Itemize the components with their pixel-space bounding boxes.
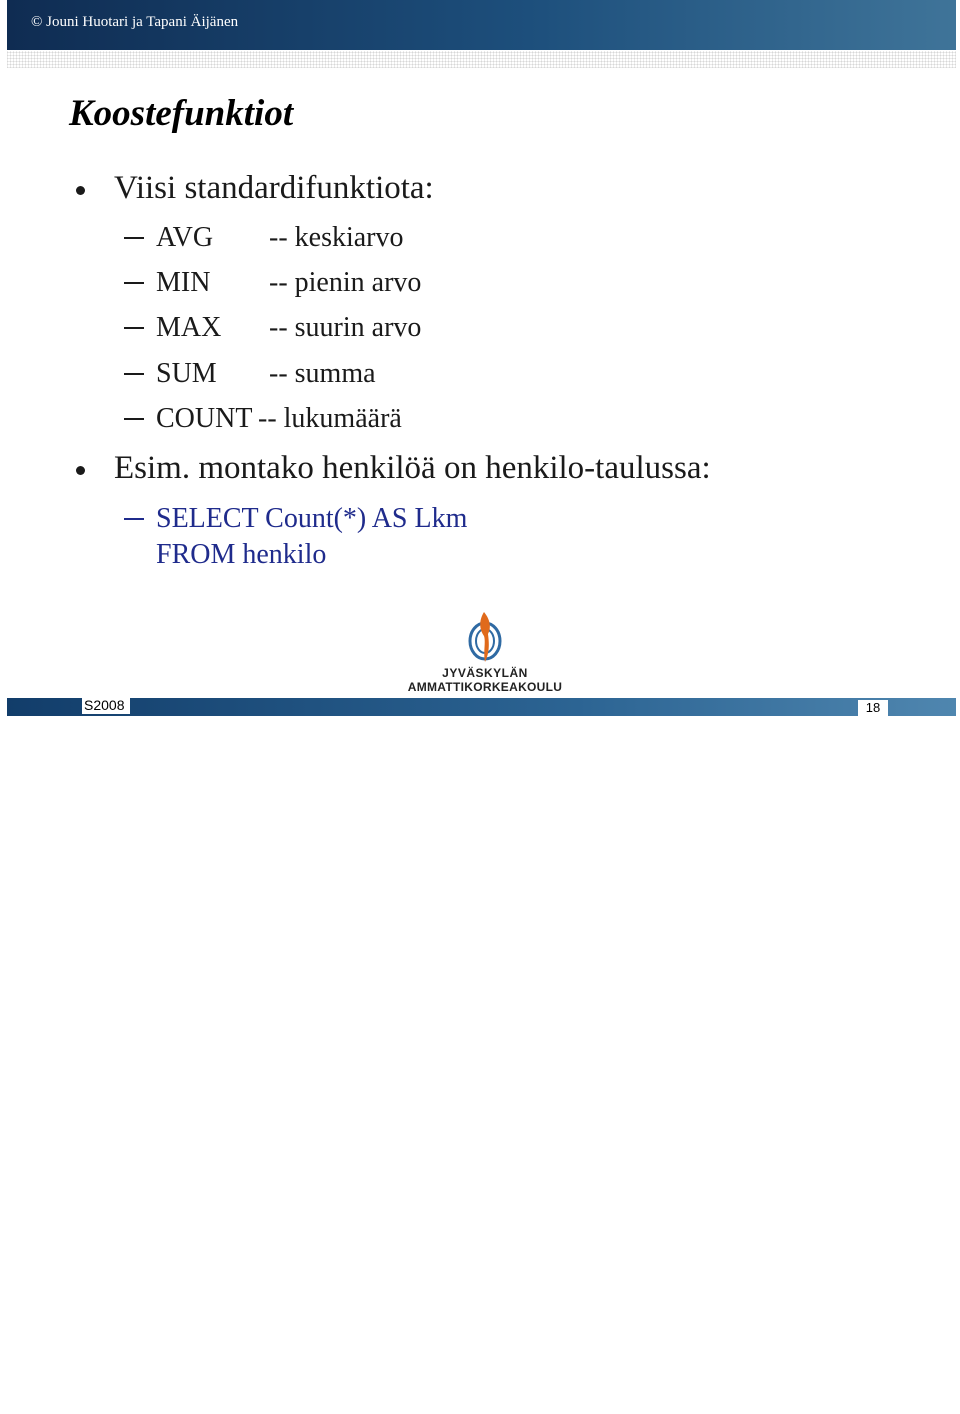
copyright-text: © Jouni Huotari ja Tapani Äijänen [31,14,239,30]
page-number: 18 [858,700,888,716]
bullet-dot-icon [76,186,85,195]
function-description: -- keskiarvo [269,222,404,253]
footer-label: S2008 [82,697,130,714]
dash-icon [124,237,144,239]
function-description: -- summa [269,358,376,389]
function-description: -- suurin arvo [269,312,422,343]
bullet-2-text: Esim. montako henkilöä on henkilo-taulussa: [114,450,711,486]
logo-text-line2: AMMATTIKORKEAKOULU [407,680,563,694]
sql-code: SELECT Count(*) AS Lkm [156,503,468,534]
function-name: SUM [156,358,217,389]
sql-code: FROM henkilo [156,539,327,570]
function-description: -- lukumäärä [258,403,402,434]
function-name: MIN [156,267,211,298]
logo-text-line1: JYVÄSKYLÄN [442,666,528,680]
footer-slogan: Osaaminen kilpailukyvyksi [427,1397,567,1412]
slide-title: Koostefunktiot [69,93,294,134]
function-description: -- pienin arvo [269,267,422,298]
dash-icon [124,282,144,284]
function-name: MAX [156,312,222,343]
bullet-1-text: Viisi standardifunktiota: [114,170,434,206]
school-logo [400,608,570,698]
header-bar [7,0,956,50]
dash-icon [124,418,144,420]
function-name: COUNT [156,403,253,434]
dash-icon [124,518,144,520]
bullet-dot-icon [76,466,85,475]
dash-icon [124,327,144,329]
footer-bar [7,698,956,1412]
dash-icon [124,373,144,375]
flame-emblem-icon [400,608,570,666]
function-name: AVG [156,222,214,253]
decorative-pattern [7,51,956,68]
